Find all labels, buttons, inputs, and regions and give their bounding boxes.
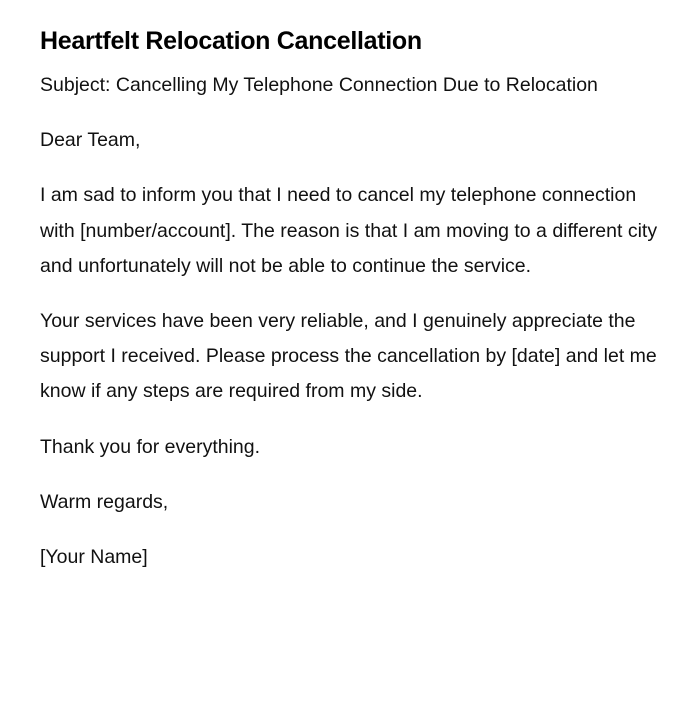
subject-line: Subject: Cancelling My Telephone Connection Due to Relocation [40,74,598,96]
thank-you-line: Thank you for everything. [40,435,261,458]
salutation: Dear Team, [40,129,141,152]
document-title: Heartfelt Relocation Cancellation [40,27,422,55]
signature-placeholder: [Your Name] [40,546,148,569]
body-paragraph-appreciation: Your services have been very reliable, and I genuinely appreciate the support I received. Please process the cancellation by [date] and let me know if any steps are required from my side. [40,310,657,403]
body-paragraph-reason: I am sad to inform you that I need to cancel my telephone connection with [number/account]. The reason is that I am moving to a different city and unfortunately will not be able to continue the service. [40,184,658,277]
closing: Warm regards, [40,490,169,513]
